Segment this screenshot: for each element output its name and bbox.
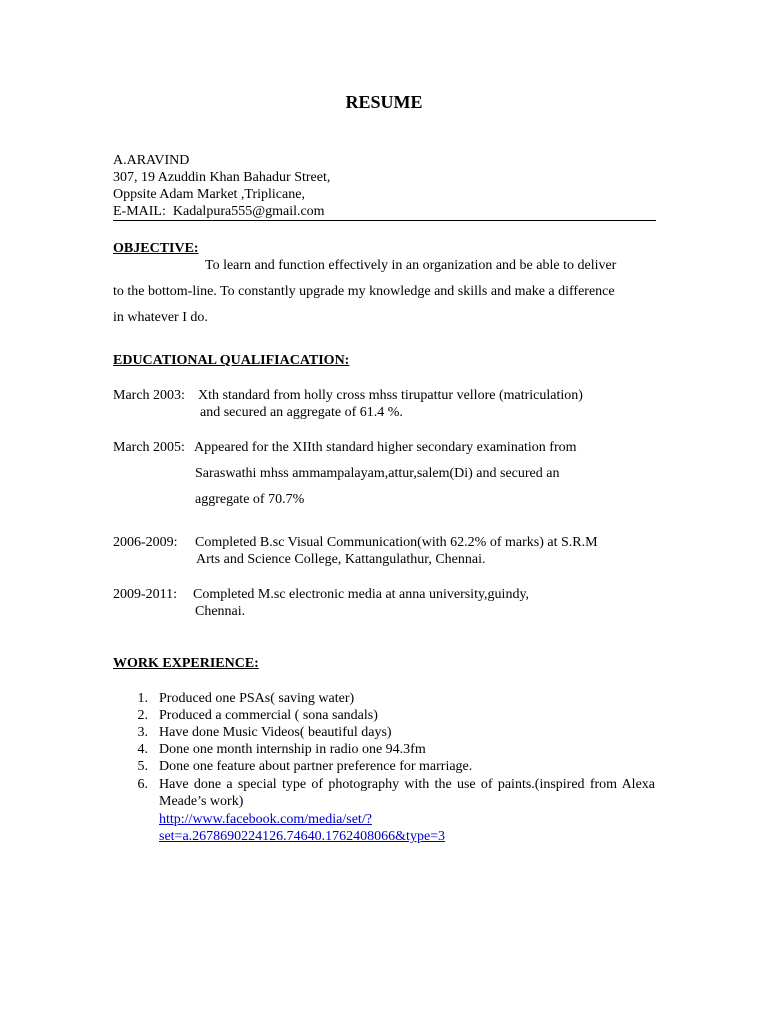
education-date: March 2005: <box>113 440 185 455</box>
list-item: Produced one PSAs( saving water) <box>159 691 355 706</box>
list-item: Have done a special type of photography with the use of paints.(inspired from Alexa Meade’s work) <box>159 777 655 809</box>
education-date: 2009-2011: <box>113 587 178 602</box>
contact-address-line2: Oppsite Adam Market ,Triplicane, <box>113 187 305 202</box>
education-line: aggregate of 70.7% <box>195 492 305 507</box>
email-label: E-MAIL: <box>113 204 166 219</box>
list-item-number: 2. <box>137 708 148 723</box>
list-item: Done one feature about partner preference for marriage. <box>159 759 473 774</box>
objective-heading: OBJECTIVE: <box>113 241 199 256</box>
facebook-link-line1[interactable]: http://www.facebook.com/media/set/? <box>159 812 372 827</box>
education-line: Saraswathi mhss ammampalayam,attur,salem(Di) and secured an <box>195 466 560 481</box>
objective-line: to the bottom-line. To constantly upgrade my knowledge and skills and make a difference <box>113 284 615 299</box>
list-item-number: 1. <box>137 691 148 706</box>
objective-line: To learn and function effectively in an organization and be able to deliver <box>205 258 617 273</box>
education-line: Appeared for the XIIth standard higher secondary examination from <box>194 440 577 455</box>
education-line: Completed M.sc electronic media at anna university,guindy, <box>193 587 530 602</box>
list-item: Done one month internship in radio one 94.3fm <box>159 742 426 757</box>
contact-email-row <box>113 203 325 220</box>
contact-address-line1: 307, 19 Azuddin Khan Bahadur Street, <box>113 170 331 185</box>
education-line: Xth standard from holly cross mhss tirupattur vellore (matriculation) <box>198 388 583 403</box>
education-line: Arts and Science College, Kattangulathur, Chennai. <box>196 552 486 567</box>
work-heading: WORK EXPERIENCE: <box>113 656 259 671</box>
education-heading: EDUCATIONAL QUALIFIACATION: <box>113 353 350 368</box>
list-item-number: 6. <box>137 777 148 792</box>
list-item-number: 5. <box>137 759 148 774</box>
education-line: Chennai. <box>195 604 246 619</box>
list-item: Have done Music Videos( beautiful days) <box>159 725 392 740</box>
document-title: RESUME <box>345 92 423 112</box>
education-date: March 2003: <box>113 388 185 403</box>
education-line: and secured an aggregate of 61.4 %. <box>200 405 403 420</box>
education-line: Completed B.sc Visual Communication(with 62.2% of marks) at S.R.M <box>195 535 598 550</box>
list-item: Produced a commercial ( sona sandals) <box>159 708 378 723</box>
list-item-number: 4. <box>137 742 148 757</box>
objective-line: in whatever I do. <box>113 310 208 325</box>
email-value: Kadalpura555@gmail.com <box>172 204 325 219</box>
list-item-number: 3. <box>137 725 148 740</box>
contact-name: A.ARAVIND <box>113 153 190 168</box>
facebook-link-line2[interactable]: set=a.2678690224126.74640.1762408066&type=3 <box>159 829 446 844</box>
header-divider <box>113 220 656 221</box>
education-date: 2006-2009: <box>113 535 178 550</box>
